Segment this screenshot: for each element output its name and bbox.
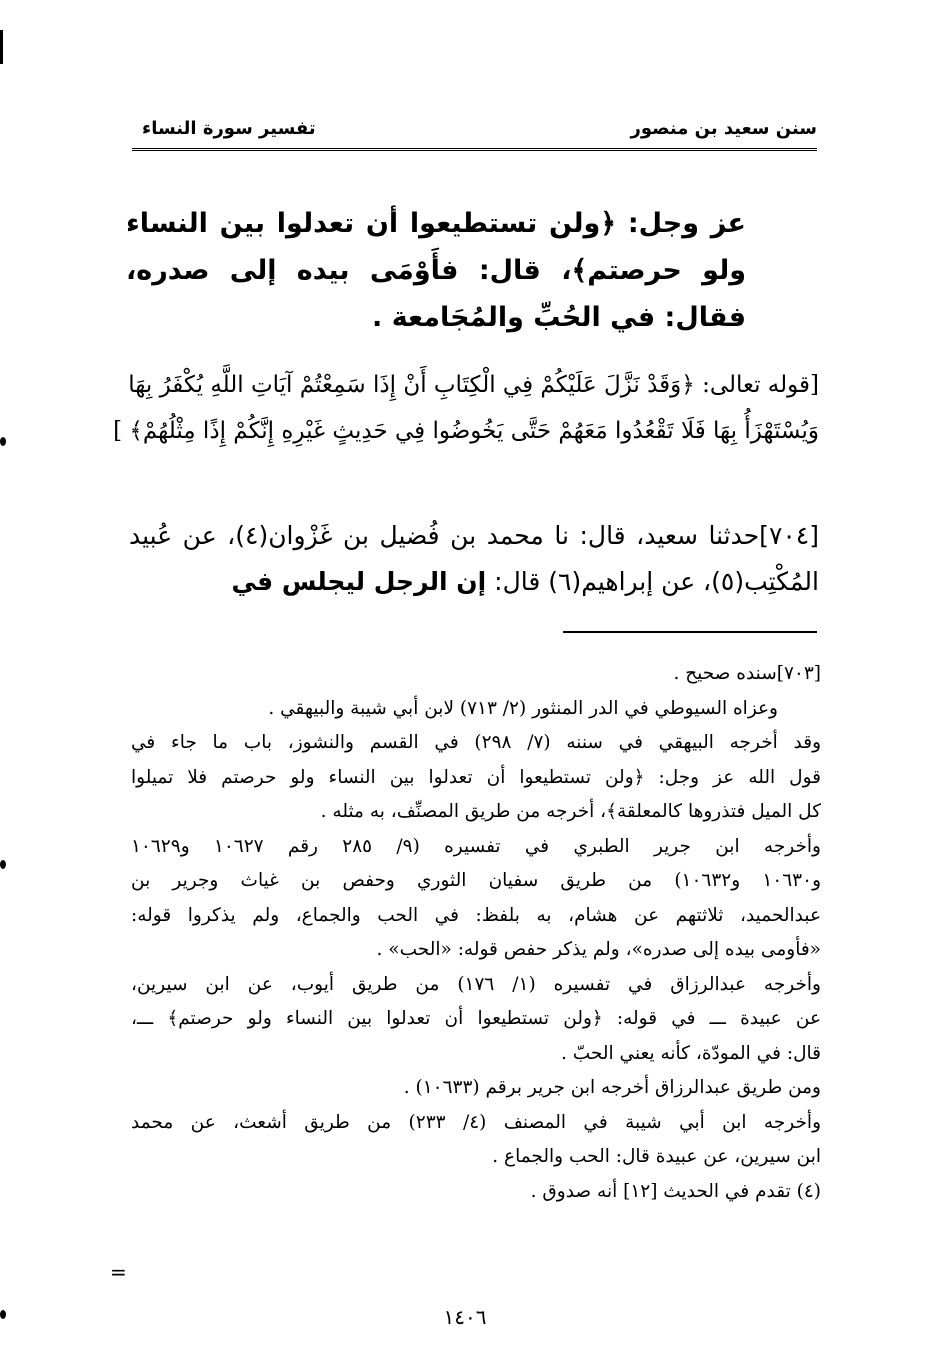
footnote-line: وعزاه السيوطي في الدر المنثور (٢/ ٧١٣) لابن أبي شيبة والبيهقي . [268,697,778,719]
hadith-chain: حدثنا سعيد، قال: نا محمد بن فُضيل بن غَزْوان(٤)، عن عُبيد المُكْتِب(٥)، عن إبراهيم(٦) قال: [129,521,819,596]
quran-verse-heading: [قوله تعالى: ﴿وَقَدْ نَزَّلَ عَلَيْكُمْ فِي الْكِتَابِ أَنْ إِذَا سَمِعْتُمْ آيَاتِ اللَّهِ يُكْفَرُ بِهَا وَيُسْتَهْزَأُ بِهَا فَلَا تَقْعُدُوا مَعَهُمْ حَتَّى يَخُوضُوا فِي حَدِيثٍ غَيْرِهِ إِنَّكُمْ إِذًا مِثْلُهُمْ﴾ ] [113,372,819,444]
footnote-line: كل الميل فتذروها كالمعلقة﴾، أخرجه من طريق المصنِّف، به مثله . [320,801,821,822]
footnote-line: «فأومى بيده إلى صدره»، ولم يذكر حفص قوله: «الحب» . [376,939,821,960]
footnote-line: وأخرجه عبدالرزاق في تفسيره (١/ ١٧٦) من طريق أيوب، عن ابن سيرين، [131,973,821,995]
scan-dot [0,437,6,446]
footnote-line: عن عبيدة ـــ في قوله: ﴿ولن تستطيعوا أن تعدلوا بين النساء ولو حرصتم﴾ ـــ، [131,1008,821,1029]
footnote-line: ابن سيرين، عن عبيدة قال: الحب والجماع . [492,1146,821,1167]
narration-continuation: عز وجل: ﴿ولن تستطيعوا أن تعدلوا بين النساء ولو حرصتم﴾، قال: فأَوْمَى بيده إلى صدره، فقال: في الحُبِّ والمُجَامعة . [126,208,746,333]
footnote-line: قول الله عز وجل: ﴿ولن تستطيعوا أن تعدلوا بين النساء ولو حرصتم فلا تميلوا [131,766,821,788]
running-header [132,112,817,151]
footnote-line: وأخرجه ابن جرير الطبري في تفسيره (٩/ ٢٨٥ رقم ١٠٦٢٧ و١٠٦٢٩ [131,835,821,857]
hadith-704 [129,513,819,605]
footnote-line: عبدالحميد، ثلاثتهم عن هشام، به بلفظ: في الحب والجماع، ولم يذكروا قوله: [131,904,821,926]
footnote-line: قال: في المودّة، كأنه يعني الحبّ . [561,1042,821,1064]
footnotes [131,657,821,1209]
hadith-number: [٧٠٤] [759,521,819,550]
scan-dot [0,1310,6,1319]
footnote-line: [٧٠٣]سنده صحيح . [673,663,821,684]
scan-edge-mark [0,30,3,64]
book-title: سنن سعيد بن منصور [630,118,817,139]
scan-dot [0,860,6,869]
hadith-text: إن الرجل ليجلس في [231,567,487,596]
footnote-separator [563,631,817,633]
footnote-line: (٤) تقدم في الحديث [١٢] أنه صدوق . [530,1180,821,1202]
margin-mark: = [110,1260,127,1284]
footnote-line: ومن طريق عبدالرزاق أخرجه ابن جرير برقم (١٠٦٣٣) . [403,1077,821,1098]
footnote-line: و١٠٦٣٠ و١٠٦٣٢) من طريق سفيان الثوري وحفص بن غياث وجرير بن [131,870,821,891]
section-title: تفسير سورة النساء [142,118,316,139]
footnote-line: وقد أخرجه البيهقي في سننه (٧/ ٢٩٨) في القسم والنشوز، باب ما جاء في [131,732,821,753]
footnote-line: وأخرجه ابن أبي شيبة في المصنف (٤/ ٢٣٣) من طريق أشعث، عن محمد [131,1111,821,1133]
page-number: ١٤٠٦ [443,1305,487,1329]
